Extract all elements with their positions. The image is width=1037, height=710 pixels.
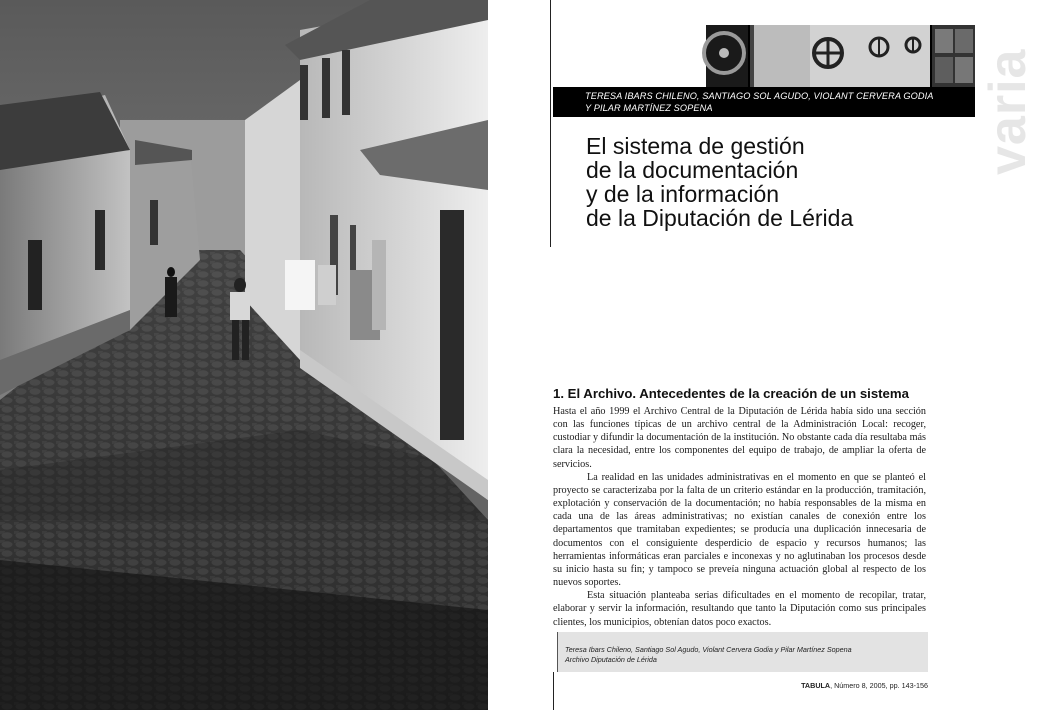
street-photograph: [0, 0, 488, 710]
header-photo-strip: [706, 25, 975, 87]
title-line-2: de la documentación: [586, 157, 799, 183]
title-line-3: y de la información: [586, 181, 780, 207]
footer-vertical-rule: [553, 672, 554, 710]
body-column: [553, 386, 926, 629]
affiliation-authors: Teresa Ibars Chileno, Santiago Sol Agudo, Violant Cervera Godia y Pilar Martínez Sopena: [565, 645, 852, 654]
authors-bar: [553, 87, 975, 117]
title-line-4: de la Diputación de Lérida: [586, 205, 854, 231]
folio-details: , Número 8, 2005, pp. 143-156: [830, 681, 928, 690]
title-line-1: El sistema de gestión: [586, 133, 805, 159]
page-folio: [801, 681, 928, 690]
authors-line-1: TERESA IBARS CHILENO, SANTIAGO SOL AGUDO, VIOLANT CERVERA GODIA: [585, 91, 934, 101]
affiliation-institution: Archivo Diputación de Lérida: [565, 654, 657, 664]
street-photo-icon: [0, 0, 488, 710]
paragraph-1: Hasta el año 1999 el Archivo Central de la Diputación de Lérida había sido una sección con las funciones típicas de un archivo central de la Administración Local: recoger, custodiar y difundir la documentación de la institución. No obstante cada día resultaba más clara la necesidad, entre los componentes del equipo de trabajo, de ampliar la oferta de servicios.: [553, 406, 926, 470]
author-affiliation-box: [557, 632, 928, 672]
authors-line-2: Y PILAR MARTÍNEZ SOPENA: [585, 103, 713, 113]
section-label-varia: varia: [979, 48, 1037, 175]
archive-shelving-icon: [706, 25, 975, 87]
header-vertical-rule: [550, 0, 551, 247]
section-heading: 1. El Archivo. Antecedentes de la creación de un sistema: [553, 386, 909, 401]
paragraph-2: La realidad en las unidades administrativas en el momento en que se planteó el proyecto se caracterizaba por la falta de un criterio estándar en la producción, tramitación, explotación y conservación de la documentación; no había responsables de la misma en cada una de las áreas administrativas; no existían canales de conexión entre los departamentos que tramitaban expedientes; se producía una duplicación innecesaria de documentos con el consiguiente desperdicio de espacio y recursos humanos; las herramientas informáticas eran parciales e inconexas y no aglutinaban los procesos desde su inicio hasta su fin; y tampoco se preveía ninguna actuación global al respecto de los nuevos soportes.: [553, 471, 926, 589]
paragraph-3: Esta situación planteaba serias dificultades en el momento de recopilar, tratar, elaborar y servir la información, resultando que tanto la Diputación como sus principales clientes, los municipios, obtenían datos poco exactos.: [553, 590, 926, 628]
folio-journal: TABULA: [801, 681, 831, 690]
article-title: [586, 134, 966, 230]
